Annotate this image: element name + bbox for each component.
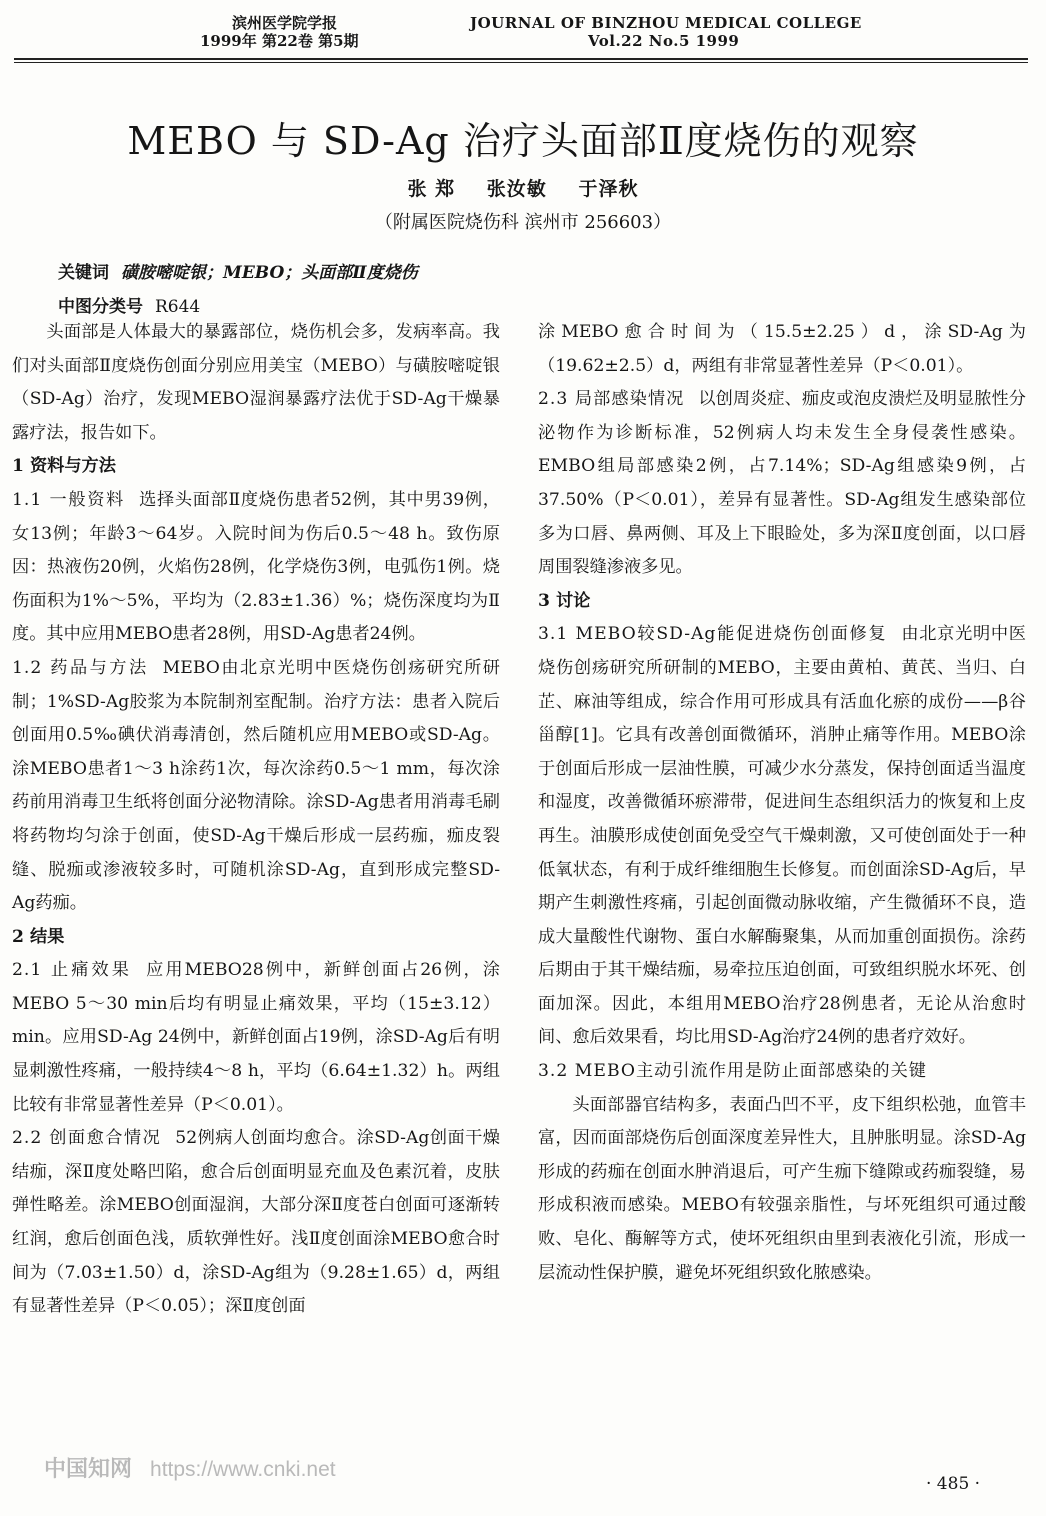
- keywords-label: 关键词: [58, 263, 109, 283]
- clc-label: 中图分类号: [58, 297, 143, 317]
- subheading-2-2: 2.2 创面愈合情况: [12, 1128, 162, 1149]
- author-1: 张 郑: [407, 178, 456, 200]
- journal-header-en: [470, 14, 862, 50]
- text-1-2: MEBO由北京光明中医烧伤创疡研究所研制；1%SD-Ag胶浆为本院制剂室配制。治疗方法：患者入院后创面用0.5‰碘伏消毒清创，然后随机应用MEBO或SD-Ag。涂MEBO患者1～3 h涂药1次，每次涂药0.5～1 mm，每次涂药前用消毒卫生纸将创面分泌物清除。涂SD-Ag患者用消毒毛刷将药物均匀涂于创面，使SD-Ag干燥后形成一层药痂，痂皮裂缝、脱痂或渗液较多时，可随机涂SD-Ag，直到形成完整SD-Ag药痂。: [12, 657, 500, 914]
- keywords: 磺胺嘧啶银；MEBO；头面部Ⅱ度烧伤: [121, 263, 418, 283]
- paragraph-2-1: [12, 954, 500, 1122]
- cnki-watermark: [44, 1452, 336, 1483]
- article-title: MEBO 与 SD-Ag 治疗头面部Ⅱ度烧伤的观察: [127, 119, 919, 164]
- issue-en: Vol.22 No.5 1999: [588, 32, 740, 50]
- issue-cn: 1999年 第22卷 第5期: [200, 32, 359, 50]
- subheading-3-2: 3.2 MEBO主动引流作用是防止面部感染的关键: [538, 1061, 927, 1082]
- column-right: [538, 316, 1026, 1290]
- author-list: [0, 174, 1046, 201]
- section-heading-results: 2 结果: [12, 926, 65, 947]
- keywords-block: [58, 256, 418, 324]
- paragraph-1-2: [12, 652, 500, 921]
- text-2-3: 以创周炎症、痂皮或泡皮溃烂及明显脓性分泌物作为诊断标准，52例病人均未发生全身侵袭性感染。EMBO组局部感染2例，占7.14%；SD-Ag组感染9例，占37.50%（P＜0.01），差异有显著性。SD-Ag组发生感染部位多为口唇、鼻两侧、耳及上下眼睑处，多为深Ⅱ度创面，以口唇周围裂缝渗液多见。: [538, 389, 1026, 578]
- text-1-1: 选择头面部Ⅱ度烧伤患者52例，其中男39例，女13例；年龄3～64岁。入院时间为伤后0.5～48 h。致伤原因：热液伤20例，火焰伤28例，化学烧伤3例，电弧伤1例。烧伤面积为1%～5%，平均为（2.83±1.36）%；烧伤深度均为Ⅱ度。其中应用MEBO患者28例，用SD-Ag患者24例。: [12, 489, 500, 645]
- subheading-2-3: 2.3 局部感染情况: [538, 389, 685, 410]
- text-3-1: 由北京光明中医烧伤创疡研究所研制的MEBO，主要由黄柏、黄芪、当归、白芷、麻油等组成，综合作用可形成具有活血化瘀的成份——β谷甾醇[1]。它具有改善创面微循环，消肿止痛等作用。MEBO涂于创面后形成一层油性膜，可减少水分蒸发，保持创面适当温度和湿度，改善微循环瘀滞带，促进间生态组织活力的恢复和上皮再生。油膜形成使创面免受空气干燥刺激，又可使创面处于一种低氧状态，有利于成纤维细胞生长修复。而创面涂SD-Ag后，早期产生刺激性疼痛，引起创面微动脉收缩，产生微循环不良，造成大量酸性代谢物、蛋白水解酶聚集，从而加重创面损伤。涂药后期由于其干燥结痂，易牵拉压迫创面，可致组织脱水坏死、创面加深。因此，本组用MEBO治疗28例患者，无论从治愈时间、愈后效果看，均比用SD-Ag治疗24例的患者疗效好。: [538, 624, 1026, 1048]
- section-heading-discussion: 3 讨论: [538, 590, 591, 611]
- journal-name-en: JOURNAL OF BINZHOU MEDICAL COLLEGE: [470, 14, 862, 32]
- subheading-3-2-line: [538, 1055, 1026, 1089]
- watermark-text: 中国知网: [44, 1456, 133, 1481]
- author-3: 于泽秋: [578, 178, 639, 200]
- paragraph-2-2: [12, 1122, 500, 1324]
- author-2: 张汝敏: [486, 178, 547, 200]
- watermark-url: https://www.cnki.net: [150, 1458, 336, 1481]
- paragraph-2-3: [538, 383, 1026, 585]
- journal-header-cn: [200, 14, 359, 50]
- intro-paragraph: 头面部是人体最大的暴露部位，烧伤机会多，发病率高。我们对头面部Ⅱ度烧伤创面分别应用美宝（MEBO）与磺胺嘧啶银（SD-Ag）治疗，发现MEBO湿润暴露疗法优于SD-Ag干燥暴露疗法，报告如下。: [12, 322, 500, 443]
- subheading-1-1: 1.1 一般资料: [12, 489, 126, 510]
- paragraph-1-1: [12, 484, 500, 652]
- text-2-2: 52例病人创面均愈合。涂SD-Ag创面干燥结痂，深Ⅱ度处略凹陷，愈合后创面明显充血及色素沉着，皮肤弹性略差。涂MEBO创面湿润，大部分深Ⅱ度苍白创面可逐渐转红润，愈后创面色浅，质软弹性好。浅Ⅱ度创面涂MEBO愈合时间为（7.03±1.50）d，涂SD-Ag组为（9.28±1.65）d，两组有显著性差异（P＜0.05）；深Ⅱ度创面: [12, 1128, 500, 1317]
- section-heading-methods: 1 资料与方法: [12, 456, 116, 477]
- paragraph-2-2-continued: 涂MEBO愈合时间为（15.5±2.25）d，涂SD-Ag为（19.62±2.5）d，两组有非常显著性差异（P＜0.01）。: [538, 322, 1026, 376]
- subheading-3-1: 3.1 MEBO较SD-Ag能促进烧伤创面修复: [538, 624, 888, 645]
- paragraph-3-1: [538, 618, 1026, 1055]
- clc-code: R644: [155, 297, 201, 317]
- affiliation: （附属医院烧伤科 滨州市 256603）: [374, 212, 672, 233]
- header-rule-thin: [14, 62, 1028, 63]
- subheading-1-2: 1.2 药品与方法: [12, 657, 149, 678]
- text-2-1: 应用MEBO28例中，新鲜创面占26例，涂MEBO 5～30 min后均有明显止痛效果，平均（15±3.12）min。应用SD-Ag 24例中，新鲜创面占19例，涂SD-Ag后有明显刺激性疼痛，一般持续4～8 h，平均（6.64±1.32）h。两组比较有非常显著性差异（P＜0.01）。: [12, 960, 500, 1115]
- page-number: · 485 ·: [926, 1474, 981, 1494]
- subheading-2-1: 2.1 止痛效果: [12, 960, 133, 981]
- journal-name-cn: 滨州医学院学报: [232, 14, 338, 32]
- header-rule-thick: [14, 58, 1028, 60]
- paragraph-3-2: 头面部器官结构多，表面凸凹不平，皮下组织松弛，血管丰富，因而面部烧伤后创面深度差异性大，且肿胀明显。涂SD-Ag形成的药痂在创面水肿消退后，可产生痂下缝隙或药痂裂缝，易形成积液而感染。MEBO有较强亲脂性，与坏死组织可通过酸败、皂化、酶解等方式，使坏死组织由里到表液化引流，形成一层流动性保护膜，避免坏死组织致化脓感染。: [538, 1094, 1026, 1283]
- column-left: [12, 316, 500, 1324]
